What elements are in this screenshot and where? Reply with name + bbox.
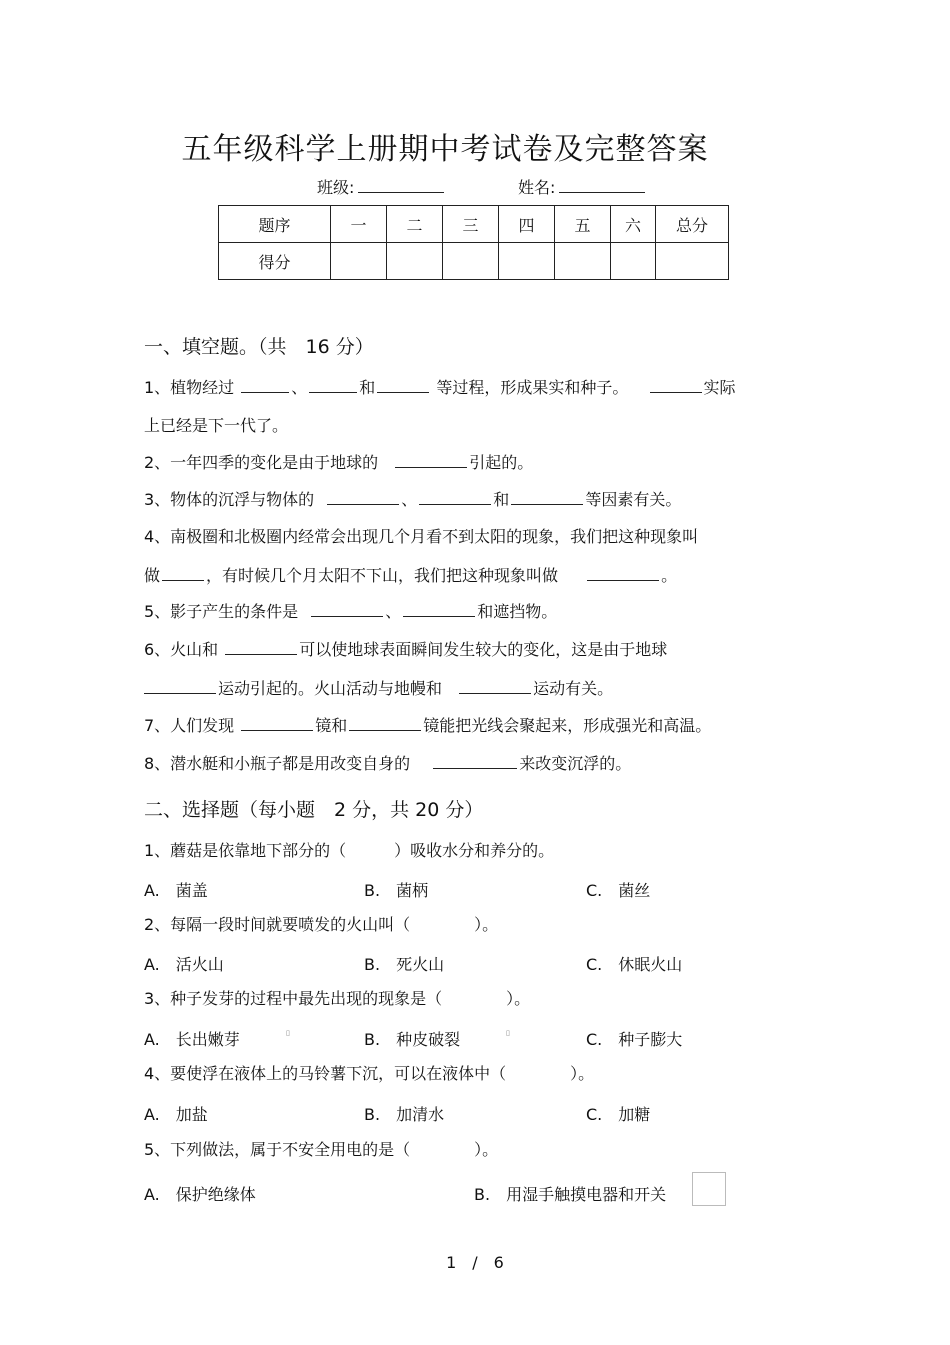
header-cell: 总分 xyxy=(656,206,729,243)
stray-mark: ▯ xyxy=(506,1029,510,1037)
answer-blank[interactable] xyxy=(650,378,702,393)
q1-text: 和 xyxy=(359,378,376,397)
fill-question-1-line2: 上已经是下一代了。 xyxy=(144,416,289,435)
choice-question: 4、要使浮在液体上的马铃薯下沉，可以在液体中（ ）。 xyxy=(144,1064,595,1083)
class-label: 班级: xyxy=(317,178,355,197)
q1-text: 、 xyxy=(291,378,308,397)
answer-blank[interactable] xyxy=(459,679,531,694)
q7-text: 镜和 xyxy=(315,716,348,735)
page-number: 1 / 6 xyxy=(446,1253,504,1272)
option-c[interactable]: C. 休眠火山 xyxy=(586,955,683,974)
answer-blank[interactable] xyxy=(225,640,297,655)
class-field xyxy=(317,175,444,198)
q3-text: 、 xyxy=(401,490,418,509)
q7-text: 镜能把光线会聚起来，形成强光和高温。 xyxy=(423,716,712,735)
answer-blank[interactable] xyxy=(587,566,659,581)
fill-question-7 xyxy=(144,716,711,736)
header-cell: 题序 xyxy=(219,206,331,243)
q3-text: 和 xyxy=(493,490,510,509)
q1-text: 1、植物经过 xyxy=(144,378,235,397)
fill-question-2 xyxy=(144,453,533,473)
fill-question-1 xyxy=(144,378,736,398)
q6-text: 运动引起的。火山活动与地幔和 xyxy=(218,679,443,698)
name-field xyxy=(518,175,645,198)
score-cell[interactable] xyxy=(656,243,729,280)
choice-question: 5、下列做法，属于不安全用电的是（ ）。 xyxy=(144,1140,499,1159)
q7-text: 7、人们发现 xyxy=(144,716,235,735)
answer-blank[interactable] xyxy=(309,378,357,393)
score-table-header-row xyxy=(219,206,729,243)
header-cell: 四 xyxy=(499,206,555,243)
q2-text: 引起的。 xyxy=(469,453,534,472)
choice-question: 1、蘑菇是依靠地下部分的（ ）吸收水分和养分的。 xyxy=(144,841,555,860)
answer-blank[interactable] xyxy=(144,679,216,694)
score-table-score-row xyxy=(219,243,729,280)
fill-question-3 xyxy=(144,490,681,510)
page-title: 五年级科学上册期中考试卷及完整答案 xyxy=(181,132,709,167)
header-cell: 五 xyxy=(555,206,611,243)
q1-text: 实际 xyxy=(703,378,736,397)
answer-blank[interactable] xyxy=(241,378,289,393)
option-b[interactable]: B. 用湿手触摸电器和开关 xyxy=(474,1185,667,1204)
answer-blank[interactable] xyxy=(241,716,313,731)
q8-text: 来改变沉浮的。 xyxy=(519,754,632,773)
answer-blank[interactable] xyxy=(403,602,475,617)
option-b[interactable]: B. 死火山 xyxy=(364,955,445,974)
score-cell[interactable] xyxy=(387,243,443,280)
q6-text: 运动有关。 xyxy=(533,679,614,698)
q2-text: 2、一年四季的变化是由于地球的 xyxy=(144,453,379,472)
stray-mark: ▯ xyxy=(286,1029,290,1037)
option-b[interactable]: B. 加清水 xyxy=(364,1105,445,1124)
answer-blank[interactable] xyxy=(511,490,583,505)
row-label: 得分 xyxy=(219,243,331,280)
fill-question-8 xyxy=(144,754,631,774)
q4-text: ，有时候几个月太阳不下山，我们把这种现象叫做 xyxy=(206,566,559,585)
fill-question-6 xyxy=(144,640,667,660)
header-cell: 二 xyxy=(387,206,443,243)
header-cell: 一 xyxy=(331,206,387,243)
q8-text: 8、潜水艇和小瓶子都是用改变自身的 xyxy=(144,754,411,773)
class-blank[interactable] xyxy=(358,178,444,193)
option-a[interactable]: A. 长出嫩芽 xyxy=(144,1030,240,1049)
fill-question-4-line2 xyxy=(144,566,677,586)
section-2-heading: 二、选择题（每小题 2 分，共 20 分） xyxy=(144,799,484,821)
score-cell[interactable] xyxy=(331,243,387,280)
q6-text: 6、火山和 xyxy=(144,640,219,659)
q3-text: 等因素有关。 xyxy=(585,490,682,509)
option-c[interactable]: C. 种子膨大 xyxy=(586,1030,683,1049)
fill-question-4: 4、南极圈和北极圈内经常会出现几个月看不到太阳的现象，我们把这种现象叫 xyxy=(144,527,699,546)
header-cell: 三 xyxy=(443,206,499,243)
q5-text: 5、影子产生的条件是 xyxy=(144,602,299,621)
score-table xyxy=(218,205,729,280)
name-label: 姓名: xyxy=(518,178,556,197)
q3-text: 3、物体的沉浮与物体的 xyxy=(144,490,315,509)
answer-blank[interactable] xyxy=(349,716,421,731)
fill-question-5 xyxy=(144,602,557,622)
option-c[interactable]: C. 菌丝 xyxy=(586,881,651,900)
score-cell[interactable] xyxy=(499,243,555,280)
q4-text: 。 xyxy=(661,566,678,585)
section-1-heading: 一、填空题。（共 16 分） xyxy=(144,336,374,358)
header-cell: 六 xyxy=(611,206,656,243)
option-a[interactable]: A. 保护绝缘体 xyxy=(144,1185,256,1204)
option-a[interactable]: A. 加盐 xyxy=(144,1105,208,1124)
empty-box xyxy=(692,1172,726,1206)
answer-blank[interactable] xyxy=(377,378,429,393)
q5-text: 、 xyxy=(385,602,402,621)
answer-blank[interactable] xyxy=(327,490,399,505)
q6-text: 可以使地球表面瞬间发生较大的变化，这是由于地球 xyxy=(299,640,668,659)
answer-blank[interactable] xyxy=(395,453,467,468)
answer-blank[interactable] xyxy=(433,754,517,769)
answer-blank[interactable] xyxy=(162,566,204,581)
answer-blank[interactable] xyxy=(311,602,383,617)
q4-text: 做 xyxy=(144,566,161,585)
score-cell[interactable] xyxy=(611,243,656,280)
fill-question-6-line2 xyxy=(144,679,613,699)
name-blank[interactable] xyxy=(559,178,645,193)
option-c[interactable]: C. 加糖 xyxy=(586,1105,651,1124)
option-a[interactable]: A. 活火山 xyxy=(144,955,224,974)
option-a[interactable]: A. 菌盖 xyxy=(144,881,208,900)
q1-text: 等过程，形成果实和种子。 xyxy=(436,378,629,397)
score-cell[interactable] xyxy=(555,243,611,280)
score-cell[interactable] xyxy=(443,243,499,280)
answer-blank[interactable] xyxy=(419,490,491,505)
q5-text: 和遮挡物。 xyxy=(477,602,558,621)
choice-question: 2、每隔一段时间就要喷发的火山叫（ ）。 xyxy=(144,915,499,934)
choice-question: 3、种子发芽的过程中最先出现的现象是（ ）。 xyxy=(144,989,531,1008)
option-b[interactable]: B. 种皮破裂 xyxy=(364,1030,461,1049)
option-b[interactable]: B. 菌柄 xyxy=(364,881,429,900)
